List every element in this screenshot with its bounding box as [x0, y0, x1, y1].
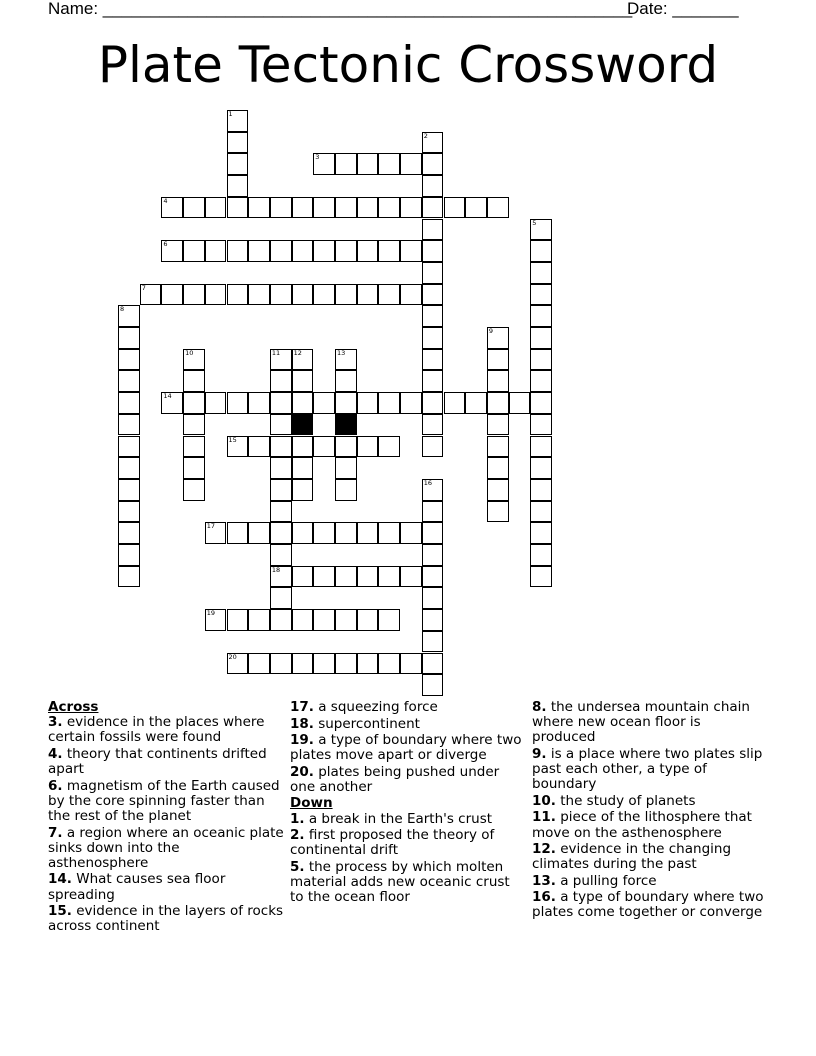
clue-number: 20 — [228, 652, 237, 661]
grid-cell[interactable] — [227, 132, 249, 154]
grid-cell[interactable] — [313, 392, 335, 414]
grid-cell[interactable] — [378, 436, 400, 458]
grid-cell[interactable] — [400, 284, 422, 306]
grid-cell[interactable] — [487, 457, 509, 479]
clue-number: 13 — [337, 348, 346, 357]
grid-cell[interactable] — [530, 305, 552, 327]
grid-cell[interactable] — [270, 457, 292, 479]
clue-number: 15 — [228, 435, 237, 444]
grid-cell[interactable] — [422, 327, 444, 349]
grid-cell[interactable] — [183, 197, 205, 219]
clue-number: 12 — [293, 348, 302, 357]
grid-cell[interactable] — [422, 501, 444, 523]
grid-cell[interactable] — [335, 457, 357, 479]
grid-cell[interactable] — [357, 522, 379, 544]
grid-cell[interactable] — [270, 522, 292, 544]
grid-cell[interactable] — [118, 501, 140, 523]
clue-number: 8 — [120, 305, 125, 314]
down-heading: Down — [290, 795, 333, 812]
grid-cell[interactable] — [313, 566, 335, 588]
grid-cell[interactable] — [422, 305, 444, 327]
across-clue: 6. magnetism of the Earth caused by the core spinning faster than the rest of the planet — [48, 777, 280, 825]
grid-cell[interactable] — [530, 436, 552, 458]
grid-cell[interactable] — [227, 240, 249, 262]
grid-cell[interactable] — [292, 284, 314, 306]
grid-cell[interactable] — [530, 479, 552, 501]
grid-cell[interactable] — [400, 653, 422, 675]
grid-cell[interactable] — [422, 219, 444, 241]
grid-cell[interactable] — [227, 284, 249, 306]
grid-cell[interactable] — [270, 392, 292, 414]
grid-cell[interactable] — [335, 609, 357, 631]
grid-cell[interactable] — [118, 457, 140, 479]
grid-cell[interactable] — [270, 349, 292, 371]
across-heading: Across — [48, 699, 99, 715]
grid-cell[interactable] — [335, 284, 357, 306]
grid-cell[interactable] — [227, 522, 249, 544]
blocked-cell — [335, 414, 357, 436]
grid-cell[interactable] — [530, 349, 552, 371]
grid-cell[interactable] — [357, 197, 379, 219]
grid-cell[interactable] — [530, 219, 552, 241]
grid-cell[interactable] — [335, 370, 357, 392]
grid-cell[interactable] — [422, 132, 444, 154]
grid-cell[interactable] — [530, 284, 552, 306]
grid-cell[interactable] — [248, 653, 270, 675]
grid-cell[interactable] — [292, 370, 314, 392]
grid-cell[interactable] — [378, 240, 400, 262]
grid-cell[interactable] — [422, 153, 444, 175]
grid-cell[interactable] — [313, 197, 335, 219]
grid-cell[interactable] — [400, 197, 422, 219]
grid-cell[interactable] — [487, 197, 509, 219]
grid-cell[interactable] — [270, 544, 292, 566]
grid-cell[interactable] — [227, 609, 249, 631]
grid-cell[interactable] — [378, 566, 400, 588]
grid-cell[interactable] — [205, 522, 227, 544]
grid-cell[interactable] — [270, 197, 292, 219]
grid-cell[interactable] — [313, 240, 335, 262]
grid-cell[interactable] — [335, 522, 357, 544]
grid-cell[interactable] — [357, 566, 379, 588]
grid-cell[interactable] — [270, 479, 292, 501]
grid-cell[interactable] — [313, 284, 335, 306]
grid-cell[interactable] — [118, 436, 140, 458]
grid-cell[interactable] — [227, 653, 249, 675]
grid-cell[interactable] — [118, 305, 140, 327]
grid-cell[interactable] — [161, 197, 183, 219]
grid-cell[interactable] — [422, 197, 444, 219]
clue-number: 16 — [423, 478, 433, 487]
grid-cell[interactable] — [118, 566, 140, 588]
grid-cell[interactable] — [335, 436, 357, 458]
across-clue: 18. supercontinent — [290, 715, 420, 732]
grid-cell[interactable] — [183, 457, 205, 479]
grid-cell[interactable] — [270, 501, 292, 523]
grid-cell[interactable] — [487, 392, 509, 414]
grid-cell[interactable] — [118, 349, 140, 371]
grid-cell[interactable] — [530, 327, 552, 349]
grid-cell[interactable] — [422, 392, 444, 414]
grid-cell[interactable] — [422, 674, 444, 696]
grid-cell[interactable] — [313, 609, 335, 631]
grid-cell[interactable] — [205, 240, 227, 262]
clue-number: 1 — [228, 110, 233, 118]
grid-cell[interactable] — [292, 197, 314, 219]
grid-cell[interactable] — [270, 587, 292, 609]
grid-cell[interactable] — [118, 414, 140, 436]
grid-cell[interactable] — [422, 262, 444, 284]
grid-cell[interactable] — [227, 175, 249, 197]
grid-cell[interactable] — [183, 414, 205, 436]
grid-cell[interactable] — [530, 566, 552, 588]
clue-number: 19 — [206, 609, 216, 618]
grid-cell[interactable] — [422, 609, 444, 631]
grid-cell[interactable] — [335, 153, 357, 175]
grid-cell[interactable] — [378, 153, 400, 175]
clue-number: 9 — [488, 327, 494, 335]
down-clue: 13. a pulling force — [532, 872, 657, 889]
grid-cell[interactable] — [292, 522, 314, 544]
grid-cell[interactable] — [205, 609, 227, 631]
grid-cell[interactable] — [292, 653, 314, 675]
grid-cell[interactable] — [444, 197, 466, 219]
grid-cell[interactable] — [270, 436, 292, 458]
across-clue: 7. a region where an oceanic plate sinks down into the asthenosphere — [48, 824, 284, 871]
grid-cell[interactable] — [422, 370, 444, 392]
grid-cell[interactable] — [292, 566, 314, 588]
grid-cell[interactable] — [270, 370, 292, 392]
clue-number: 4 — [163, 196, 168, 205]
grid-cell[interactable] — [378, 653, 400, 675]
grid-cell[interactable] — [335, 653, 357, 675]
grid-cell[interactable] — [487, 479, 509, 501]
grid-cell[interactable] — [292, 457, 314, 479]
grid-cell[interactable] — [378, 609, 400, 631]
clue-number: 7 — [141, 283, 146, 292]
grid-cell[interactable] — [530, 414, 552, 436]
grid-cell[interactable] — [335, 197, 357, 219]
across-clue: 4. theory that continents drifted apart — [48, 745, 267, 778]
grid-cell[interactable] — [357, 653, 379, 675]
grid-cell[interactable] — [248, 436, 270, 458]
grid-cell[interactable] — [205, 392, 227, 414]
grid-cell[interactable] — [530, 392, 552, 414]
grid-cell[interactable] — [118, 392, 140, 414]
down-clue: 2. first proposed the theory of continental drift — [290, 827, 495, 859]
grid-cell[interactable] — [422, 587, 444, 609]
across-clue: 14. What causes sea floor spreading — [48, 871, 226, 903]
grid-cell[interactable] — [292, 436, 314, 458]
grid-cell[interactable] — [335, 349, 357, 371]
grid-cell[interactable] — [313, 522, 335, 544]
grid-cell[interactable] — [270, 414, 292, 436]
grid-cell[interactable] — [248, 284, 270, 306]
grid-cell[interactable] — [161, 392, 183, 414]
down-clue: 1. a break in the Earth's crust — [290, 810, 493, 827]
grid-cell[interactable] — [422, 284, 444, 306]
grid-cell[interactable] — [357, 240, 379, 262]
grid-cell[interactable] — [227, 153, 249, 175]
down-clue: 8. the undersea mountain chain where new ocean floor is produced — [532, 699, 750, 746]
grid-cell[interactable] — [465, 197, 487, 219]
grid-cell[interactable] — [400, 392, 422, 414]
grid-cell[interactable] — [530, 522, 552, 544]
grid-cell[interactable] — [183, 349, 205, 371]
grid-cell[interactable] — [270, 284, 292, 306]
down-clue: 12. evidence in the changing climates during the past — [532, 841, 732, 873]
grid-cell[interactable] — [118, 544, 140, 566]
grid-cell[interactable] — [227, 110, 249, 132]
grid-cell[interactable] — [357, 609, 379, 631]
grid-cell[interactable] — [161, 284, 183, 306]
grid-cell[interactable] — [118, 522, 140, 544]
grid-cell[interactable] — [422, 653, 444, 675]
clues-column-2 — [290, 700, 526, 907]
grid-cell[interactable] — [183, 479, 205, 501]
grid-cell[interactable] — [292, 609, 314, 631]
date-field-line: Date: _______ — [627, 0, 739, 18]
grid-cell[interactable] — [422, 414, 444, 436]
grid-cell[interactable] — [161, 240, 183, 262]
grid-cell[interactable] — [270, 609, 292, 631]
grid-cell[interactable] — [378, 392, 400, 414]
clue-number: 5 — [532, 218, 537, 227]
grid-cell[interactable] — [140, 284, 162, 306]
grid-cell[interactable] — [422, 436, 444, 458]
down-clue: 16. a type of boundary where two plates come together or converge — [532, 889, 764, 921]
grid-cell[interactable] — [357, 436, 379, 458]
grid-cell[interactable] — [530, 544, 552, 566]
grid-cell[interactable] — [400, 566, 422, 588]
clue-number: 6 — [163, 240, 168, 249]
page-title: Plate Tectonic Crossword — [97, 36, 719, 94]
clues-column-3 — [532, 700, 768, 922]
grid-cell[interactable] — [357, 392, 379, 414]
grid-cell[interactable] — [118, 479, 140, 501]
clue-number: 18 — [271, 565, 281, 574]
down-clue: 10. the study of planets — [532, 792, 696, 809]
grid-cell[interactable] — [270, 653, 292, 675]
clue-number: 14 — [163, 392, 172, 401]
grid-cell[interactable] — [422, 522, 444, 544]
grid-cell[interactable] — [487, 349, 509, 371]
across-clue: 20. plates being pushed under one another — [290, 763, 500, 795]
grid-cell[interactable] — [292, 240, 314, 262]
grid-cell[interactable] — [422, 566, 444, 588]
grid-cell[interactable] — [487, 436, 509, 458]
grid-cell[interactable] — [183, 284, 205, 306]
grid-cell[interactable] — [183, 370, 205, 392]
grid-cell[interactable] — [378, 522, 400, 544]
grid-cell[interactable] — [227, 197, 249, 219]
clue-number: 17 — [206, 522, 216, 531]
grid-cell[interactable] — [422, 479, 444, 501]
grid-cell[interactable] — [183, 392, 205, 414]
grid-cell[interactable] — [335, 240, 357, 262]
across-clue: 15. evidence in the layers of rocks across continent — [48, 903, 284, 935]
grid-cell[interactable] — [530, 370, 552, 392]
grid-cell[interactable] — [530, 262, 552, 284]
grid-cell[interactable] — [487, 327, 509, 349]
grid-cell[interactable] — [292, 349, 314, 371]
grid-cell[interactable] — [487, 414, 509, 436]
grid-cell[interactable] — [313, 653, 335, 675]
grid-cell[interactable] — [530, 457, 552, 479]
name-field-line: Name: ________________________________________________________ — [48, 0, 633, 18]
grid-cell[interactable] — [248, 392, 270, 414]
grid-cell[interactable] — [183, 240, 205, 262]
grid-cell[interactable] — [422, 349, 444, 371]
grid-cell[interactable] — [400, 522, 422, 544]
grid-cell[interactable] — [335, 392, 357, 414]
grid-cell[interactable] — [400, 153, 422, 175]
grid-cell[interactable] — [227, 436, 249, 458]
across-clue: 3. evidence in the places where certain fossils were found — [48, 714, 265, 746]
grid-cell[interactable] — [292, 392, 314, 414]
grid-cell[interactable] — [248, 522, 270, 544]
grid-cell[interactable] — [422, 175, 444, 197]
grid-cell[interactable] — [313, 436, 335, 458]
grid-cell[interactable] — [465, 392, 487, 414]
across-clue: 19. a type of boundary where two plates move apart or diverge — [290, 732, 522, 764]
grid-cell[interactable] — [292, 479, 314, 501]
grid-cell[interactable] — [118, 370, 140, 392]
clue-number: 3 — [315, 153, 320, 162]
clues-column-1 — [48, 700, 284, 936]
grid-cell[interactable] — [400, 240, 422, 262]
grid-cell[interactable] — [357, 153, 379, 175]
grid-cell[interactable] — [378, 197, 400, 219]
across-clue: 17. a squeezing force — [290, 699, 438, 715]
grid-cell[interactable] — [487, 501, 509, 523]
blocked-cell — [292, 414, 314, 436]
down-clue: 9. is a place where two plates slip past each other, a type of boundary — [532, 745, 763, 793]
grid-cell[interactable] — [205, 197, 227, 219]
clue-number: 10 — [185, 348, 194, 357]
down-clue: 11. piece of the lithosphere that move on the asthenosphere — [532, 809, 752, 841]
grid-cell[interactable] — [270, 566, 292, 588]
grid-cell[interactable] — [227, 392, 249, 414]
grid-cell[interactable] — [205, 284, 227, 306]
grid-cell[interactable] — [487, 370, 509, 392]
grid-cell[interactable] — [118, 327, 140, 349]
grid-cell[interactable] — [248, 197, 270, 219]
grid-cell[interactable] — [183, 436, 205, 458]
grid-cell[interactable] — [335, 479, 357, 501]
grid-cell[interactable] — [530, 240, 552, 262]
grid-cell[interactable] — [270, 240, 292, 262]
grid-cell[interactable] — [357, 284, 379, 306]
grid-cell[interactable] — [509, 392, 531, 414]
grid-cell[interactable] — [422, 544, 444, 566]
grid-cell[interactable] — [378, 284, 400, 306]
grid-cell[interactable] — [422, 631, 444, 653]
grid-cell[interactable] — [248, 240, 270, 262]
grid-cell[interactable] — [313, 153, 335, 175]
clue-number: 11 — [271, 348, 281, 357]
grid-cell[interactable] — [444, 392, 466, 414]
grid-cell[interactable] — [530, 501, 552, 523]
grid-cell[interactable] — [248, 609, 270, 631]
down-clue: 5. the process by which molten material adds new oceanic crust to the ocean floor — [290, 858, 510, 906]
grid-cell[interactable] — [335, 566, 357, 588]
grid-cell[interactable] — [422, 240, 444, 262]
clue-number: 2 — [423, 131, 428, 140]
